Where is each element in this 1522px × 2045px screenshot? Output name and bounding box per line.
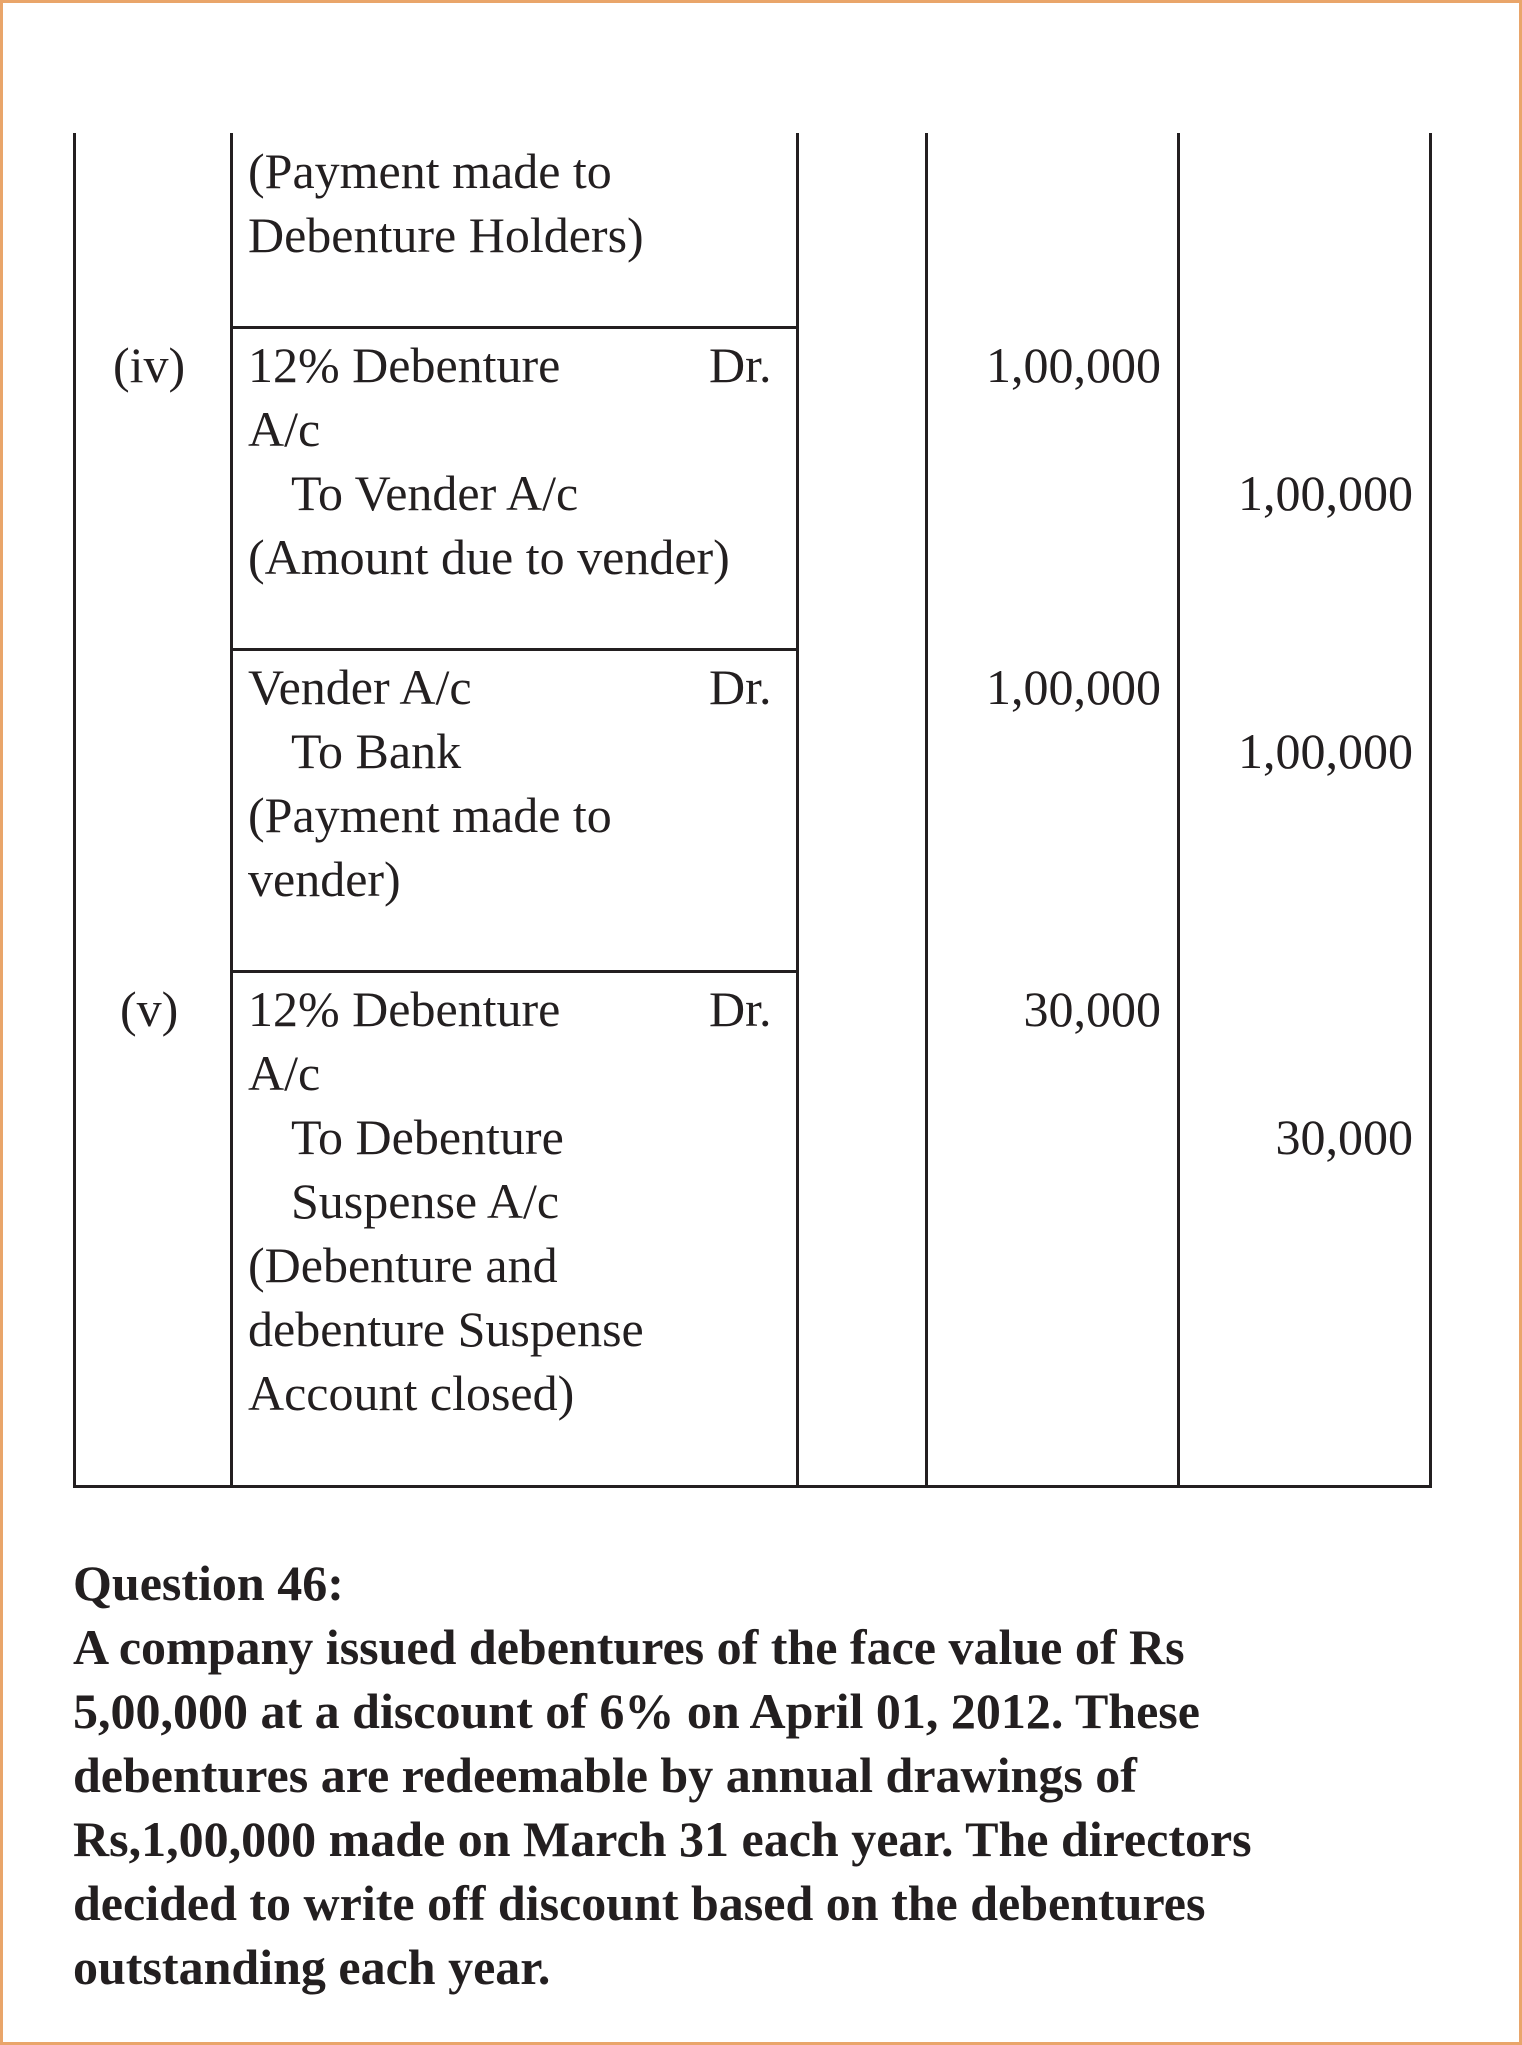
question-block — [73, 1551, 1493, 1999]
particulars-line: (Amount due to vender) — [248, 529, 730, 585]
table-border-bottom — [73, 1485, 1432, 1488]
particulars-line: A/c — [248, 1045, 321, 1101]
question-line: decided to write off discount based on the debentures — [73, 1875, 1206, 1931]
question-line: debentures are redeemable by annual drawings of — [73, 1747, 1137, 1803]
dr-marker: Dr. — [709, 981, 772, 1037]
table-border-left — [73, 133, 76, 1488]
table-divider-particulars — [796, 133, 799, 1488]
entry-ref: (v) — [120, 981, 179, 1037]
particulars-line: vender) — [248, 851, 401, 907]
particulars-line: Debenture Holders) — [248, 207, 644, 263]
row-separator — [230, 970, 799, 973]
particulars-line: 12% Debenture — [248, 981, 561, 1037]
particulars-line: Account closed) — [248, 1365, 575, 1421]
question-line: Rs,1,00,000 made on March 31 each year. The directors — [73, 1811, 1252, 1867]
dr-marker: Dr. — [709, 659, 772, 715]
particulars-line: (Debenture and — [248, 1237, 558, 1293]
credit-amount: 1,00,000 — [1238, 465, 1413, 521]
credit-amount: 1,00,000 — [1238, 723, 1413, 779]
particulars-line: (Payment made to — [248, 143, 612, 199]
debit-amount: 1,00,000 — [986, 337, 1161, 393]
credit-amount: 30,000 — [1275, 1109, 1413, 1165]
debit-amount: 1,00,000 — [986, 659, 1161, 715]
particulars-line: Suspense A/c — [291, 1173, 560, 1229]
particulars-line: To Vender A/c — [291, 465, 579, 521]
table-divider-debit — [1177, 133, 1180, 1488]
particulars-line: 12% Debenture — [248, 337, 561, 393]
question-line: outstanding each year. — [73, 1939, 551, 1995]
particulars-line: To Bank — [291, 723, 462, 779]
debit-amount: 30,000 — [1023, 981, 1161, 1037]
table-divider-lf — [925, 133, 928, 1488]
table-border-right — [1429, 133, 1432, 1488]
question-line: 5,00,000 at a discount of 6% on April 01, 2012. These — [73, 1683, 1200, 1739]
entry-ref: (iv) — [113, 337, 186, 393]
question-line: A company issued debentures of the face value of Rs — [73, 1619, 1185, 1675]
dr-marker: Dr. — [709, 337, 772, 393]
question-title: Question 46: — [73, 1555, 344, 1611]
particulars-line: Vender A/c — [248, 659, 472, 715]
row-separator — [230, 648, 799, 651]
row-separator — [230, 326, 799, 329]
particulars-line: A/c — [248, 401, 321, 457]
table-divider-ref — [230, 133, 233, 1488]
particulars-line: To Debenture — [291, 1109, 564, 1165]
particulars-line: debenture Suspense — [248, 1301, 644, 1357]
particulars-line: (Payment made to — [248, 787, 612, 843]
